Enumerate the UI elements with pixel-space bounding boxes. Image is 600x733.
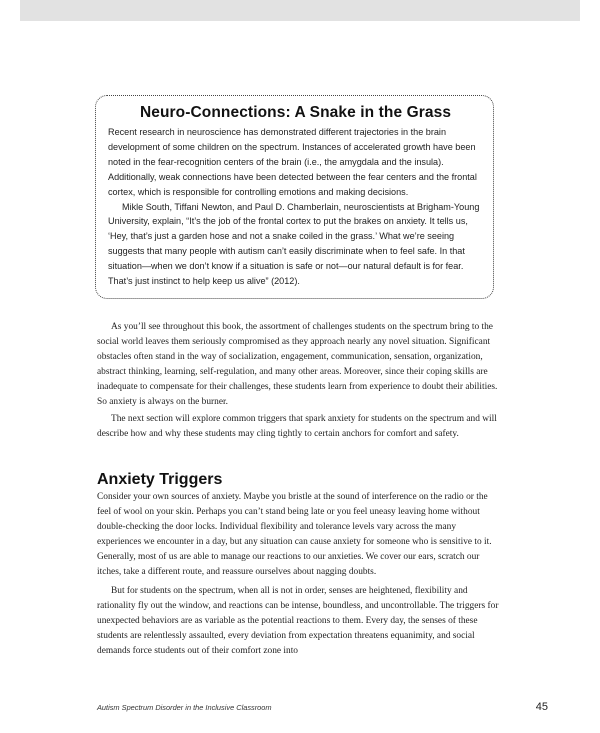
footer-book-title: Autism Spectrum Disorder in the Inclusive Classroom <box>97 703 272 712</box>
body-paragraph-4: But for students on the spectrum, when all is not in order, senses are heightened, flexibility and rationality fly out the window, and reactions can be intense, boundless, and uncontrollable. The triggers for unexpected behaviors are as variable as the potential reactions to them. Every day, the senses of these students are relentlessly assaulted, every deviation from expectation threatens equanimity, and social demands force students out of their comfort zone into <box>97 586 499 656</box>
body-paragraph-2: The next section will explore common triggers that spark anxiety for students on the spectrum and will describe how and why these students may cling tightly to certain anchors for comfort and safety. <box>97 414 497 439</box>
top-gray-band <box>20 0 580 21</box>
sidebar-title: Neuro-Connections: A Snake in the Grass <box>139 104 452 121</box>
footer-page-number: 45 <box>535 701 548 713</box>
body-paragraph-3: Consider your own sources of anxiety. Maybe you bristle at the sound of interference on the radio or the feel of wool on your skin. Perhaps you can’t stand being late or you feel uneasy leaving home without double-checking the door locks. Individual flexibility and tolerance levels vary across the many experiences we encounter in a day, but any situation can cause anxiety for someone who is sensitive to it. Generally, most of us are able to manage our reactions to our anxieties. We cover our ears, scratch our itches, take a different route, and reassure ourselves about nagging doubts. <box>97 492 492 577</box>
sidebar-paragraph-2: Mikle South, Tiffani Newton, and Paul D. Chamberlain, neuroscientists at Brigham-Young University, explain, “It’s the job of the frontal cortex to put the brakes on anxiety. It tells us, ‘Hey, that’s just a garden hose and not a snake coiled in the grass.’ What we’re seeing suggests that many people with autism can’t easily discriminate when to feel safe. In that situation—when we don’t know if a situation is safe or not—our natural default is for fear. That’s just instinct to help keep us alive” (2012). <box>108 201 480 287</box>
section-heading: Anxiety Triggers <box>97 471 223 488</box>
sidebar-box <box>95 95 494 299</box>
sidebar-paragraph-1: Recent research in neuroscience has demonstrated different trajectories in the brain development of some children on the spectrum. Instances of accelerated growth have been noted in the fear-recognition centers of the brain (i.e., the amygdala and the insula). Additionally, weak connections have been detected between the fear centers and the frontal cortex, which is responsible for controlling emotions and making decisions. <box>108 127 477 197</box>
body-paragraph-1: As you’ll see throughout this book, the assortment of challenges students on the spectrum bring to the social world leaves them seriously compromised as they approach nearly any novel situation. Significant obstacles often stand in the way of socialization, engagement, communication, sensation, organization, abstract thinking, learning, self-regulation, and many other areas. Moreover, since their coping skills are inadequate to compensate for their challenges, these students learn from experience to doubt their abilities. So anxiety is always on the burner. <box>97 322 498 407</box>
